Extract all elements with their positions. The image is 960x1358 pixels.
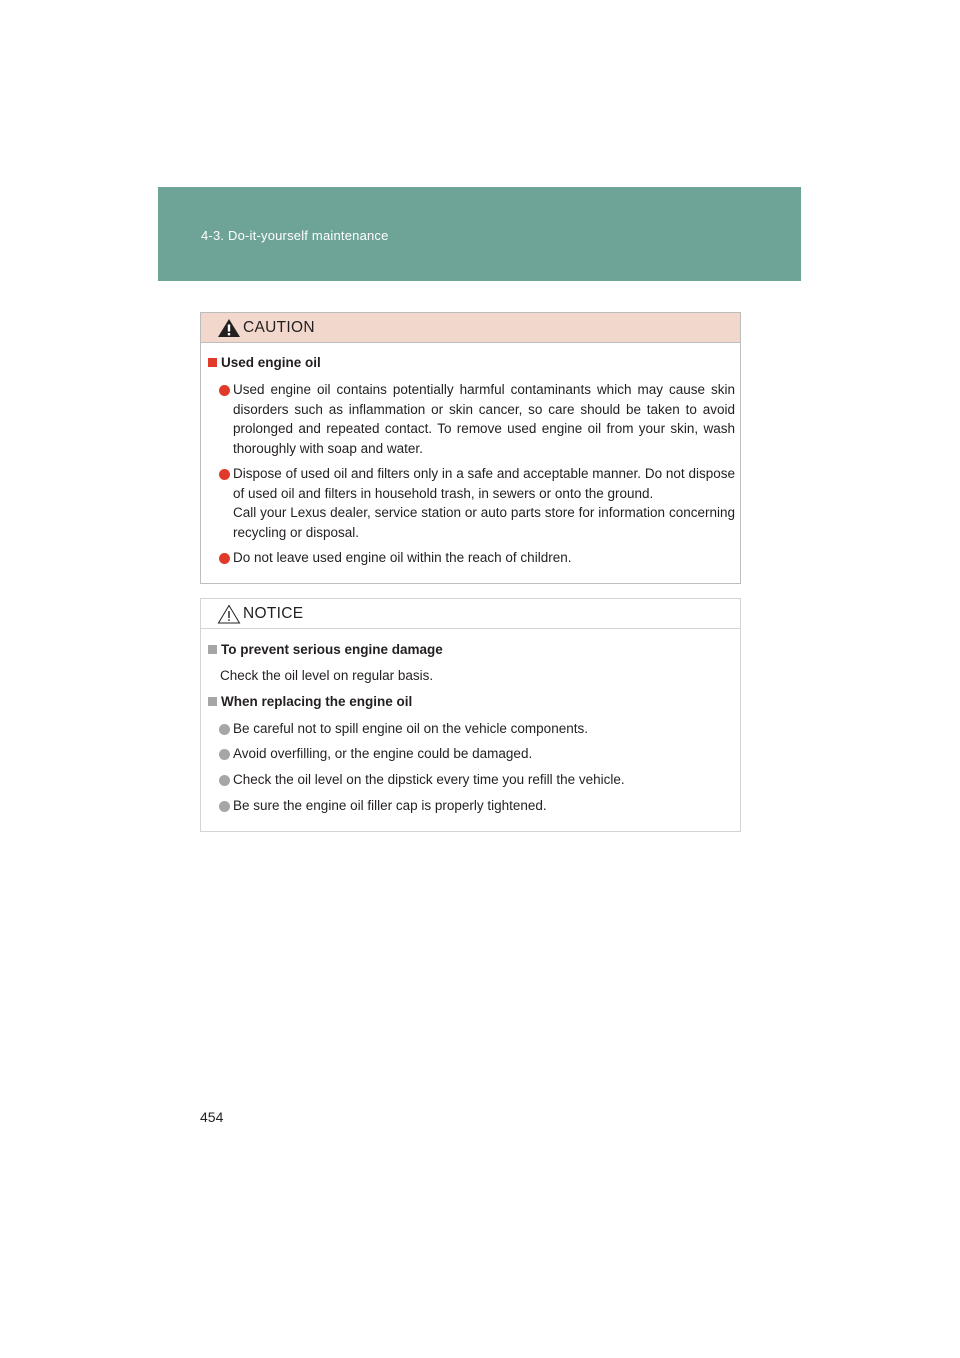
caution-item-3: Do not leave used engine oil within the reach of children.: [219, 548, 735, 568]
bullet-icon: [219, 801, 230, 812]
bullet-icon: [219, 724, 230, 735]
notice-heading-1: To prevent serious engine damage: [208, 642, 443, 657]
notice-heading-2: When replacing the engine oil: [208, 694, 412, 709]
warning-triangle-outline-icon: [217, 604, 241, 624]
notice-item-1: Be careful not to spill engine oil on the vehicle components.: [219, 719, 735, 739]
bullet-icon: [219, 385, 230, 396]
bullet-icon: [219, 749, 230, 760]
notice-header: [201, 599, 740, 629]
notice-item-3: Check the oil level on the dipstick every time you refill the vehicle.: [219, 770, 735, 790]
caution-box: [200, 312, 741, 584]
header-band: [158, 187, 801, 281]
square-bullet-icon: [208, 358, 217, 367]
caution-item-2: Dispose of used oil and filters only in a safe and acceptable manner. Do not dispose of used oil and filters in household trash, in sewers or onto the ground.: [219, 464, 735, 503]
caution-heading: Used engine oil: [208, 355, 321, 370]
caution-item-1: Used engine oil contains potentially harmful contaminants which may cause skin disorders such as inflammation or skin cancer, so care should be taken to avoid prolonged and repeated contact. To remove used engine oil from your skin, wash thoroughly with soap and water.: [219, 380, 735, 458]
caution-label: CAUTION: [243, 319, 315, 336]
square-bullet-icon: [208, 697, 217, 706]
square-bullet-icon: [208, 645, 217, 654]
section-title: 4-3. Do-it-yourself maintenance: [201, 228, 389, 243]
bullet-icon: [219, 775, 230, 786]
caution-header: [201, 313, 740, 343]
page-number: 454: [200, 1109, 224, 1125]
notice-label: NOTICE: [243, 605, 304, 622]
notice-item-4: Be sure the engine oil filler cap is properly tightened.: [219, 796, 735, 816]
notice-box: [200, 598, 741, 832]
warning-triangle-icon: [217, 318, 241, 338]
bullet-icon: [219, 553, 230, 564]
notice-item-2: Avoid overfilling, or the engine could be damaged.: [219, 744, 735, 764]
bullet-icon: [219, 469, 230, 480]
notice-text-1: Check the oil level on regular basis.: [220, 668, 434, 683]
caution-item-2-continued: Call your Lexus dealer, service station or auto parts store for information concerning recycling or disposal.: [233, 505, 735, 540]
